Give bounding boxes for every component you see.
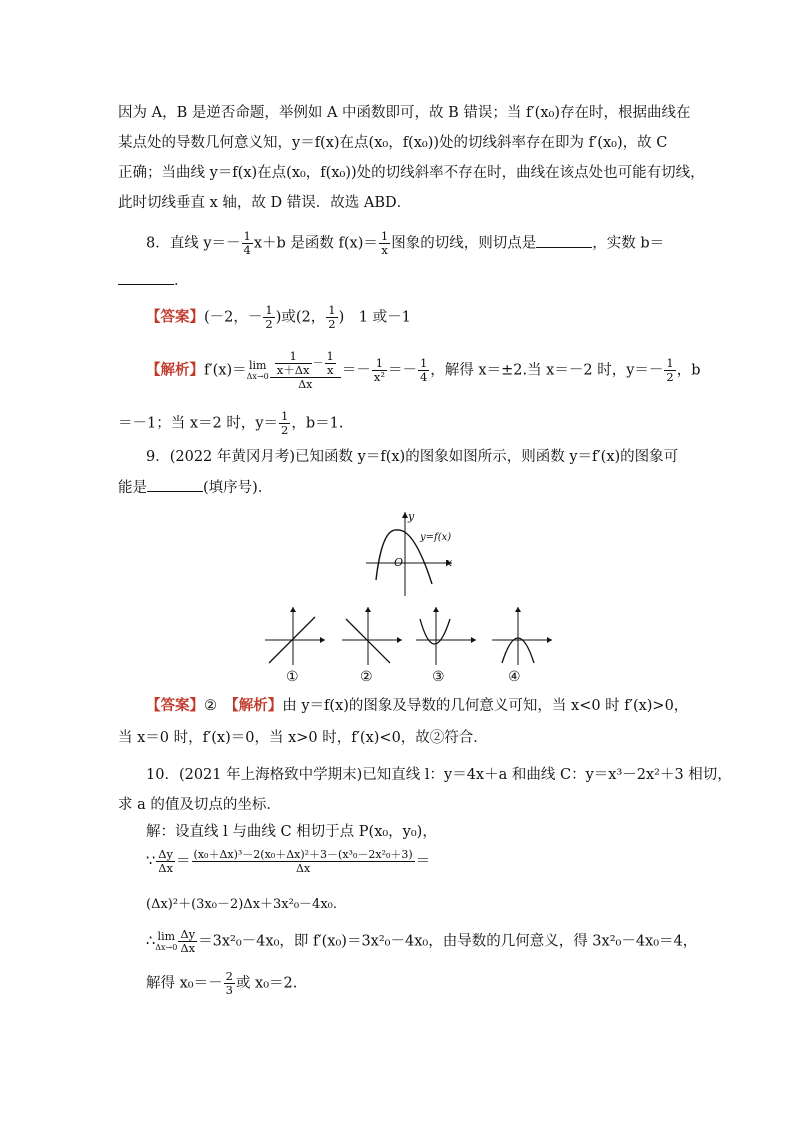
- solution-8: 【解析】f′(x)＝ lim Δx→0 $\frac{1}{x+\Delta x}$ － $\frac{1}{x}$ Δx ＝－ $\frac{1}{\text{x²}}$ ＝－ $\frac{1}{4}$ ，解得 x＝±2.当 x＝－2 时，y＝－ $\frac{1}{2}$ ，b: [146, 349, 701, 391]
- option-label-2: ②: [360, 669, 373, 685]
- question-10: 10．(2021 年上海格致中学期末)已知直线 l：y＝4x＋a 和曲线 C：y＝x³－2x²＋3 相切，: [146, 767, 732, 783]
- option-label-4: ④: [508, 669, 521, 685]
- question-8: 8．直线 y＝－ $\frac{1}{4}$ x＋b 是函数 f(x)＝ $\frac{1}{x}$ 图象的切线，则切点是 ，实数 b＝: [146, 229, 665, 257]
- option-graph-1: [263, 605, 327, 665]
- solution-8-line2: ＝－1；当 x＝2 时，y＝ $\frac{1}{2}$ ，b＝1.: [118, 409, 344, 437]
- axis-y-label: y: [408, 510, 415, 523]
- option-graph-2: [340, 605, 404, 665]
- option-graph-3: [414, 605, 478, 665]
- option-label-3: ③: [432, 669, 445, 685]
- answer-blank: [147, 477, 203, 492]
- text-line: 因为 A，B 是逆否命题，举例如 A 中函数即可，故 B 错误；当 f′(x₀)存在时，根据曲线在: [118, 105, 691, 121]
- solution-10-line3: (Δx)²＋(3x₀－2)Δx＋3x²₀－4x₀.: [146, 897, 337, 912]
- question-8-line2: ．: [118, 270, 189, 291]
- origin-label: O: [394, 556, 404, 569]
- answer-blank: [118, 270, 174, 285]
- text-line: 此时切线垂直 x 轴，故 D 错误．故选 ABD．: [118, 195, 412, 211]
- solution-10-line5: 解得 x₀＝－ $\frac{2}{3}$ 或 x₀＝2.: [146, 969, 298, 997]
- answer-9-line2: 当 x＝0 时，f′(x)＝0，当 x>0 时，f′(x)<0，故②符合．: [118, 730, 488, 746]
- text-line: 正确；当曲线 y＝f(x)在点(x₀，f(x₀))处的切线斜率不存在时，曲线在该点处也可能有切线，: [118, 165, 705, 181]
- text-line: 某点处的导数几何意义知，y＝f(x)在点(x₀，f(x₀))处的切线斜率存在即为 f′(x₀)，故 C: [118, 135, 668, 151]
- option-label-1: ①: [286, 669, 299, 685]
- solution-10-line1: 解：设直线 l 与曲线 C 相切于点 P(x₀，y₀)，: [146, 824, 437, 840]
- axis-x-label: x: [446, 556, 453, 569]
- option-graph-4: [490, 605, 554, 665]
- solution-10-line2: ∵ $\frac{\Delta y}{\Delta x}$ ＝ $\frac{\text{(x₀＋Δx)³－2(x₀＋Δx)²＋3－(x³₀－2x²₀＋3)}}{\Delta x}$ ＝: [146, 847, 431, 875]
- question-10-line2: 求 a 的值及切点的坐标．: [118, 797, 281, 813]
- question-9: 9．(2022 年黄冈月考)已知函数 y＝f(x)的图象如图所示，则函数 y＝f′(x)的图象可: [146, 449, 679, 465]
- question-9-line2: 能是 (填序号)．: [118, 477, 272, 498]
- solution-10-line4: ∴ lim Δx→0 $\frac{\Delta y}{\Delta x}$ ＝3x²₀－4x₀，即 f′(x₀)＝3x²₀－4x₀，由导数的几何意义，得 3x²₀－4x₀＝4，: [146, 927, 698, 955]
- curve-label: y=f(x): [420, 532, 452, 543]
- answer-blank: [536, 233, 592, 248]
- answer-8: 【答案】(－2，－ $\frac{1}{2}$ )或(2， $\frac{1}{2}$ ) 1 或－1: [146, 303, 411, 331]
- answer-9: 【答案】② 【解析】由 y＝f(x)的图象及导数的几何意义可知，当 x<0 时 f′(x)>0，: [146, 697, 689, 714]
